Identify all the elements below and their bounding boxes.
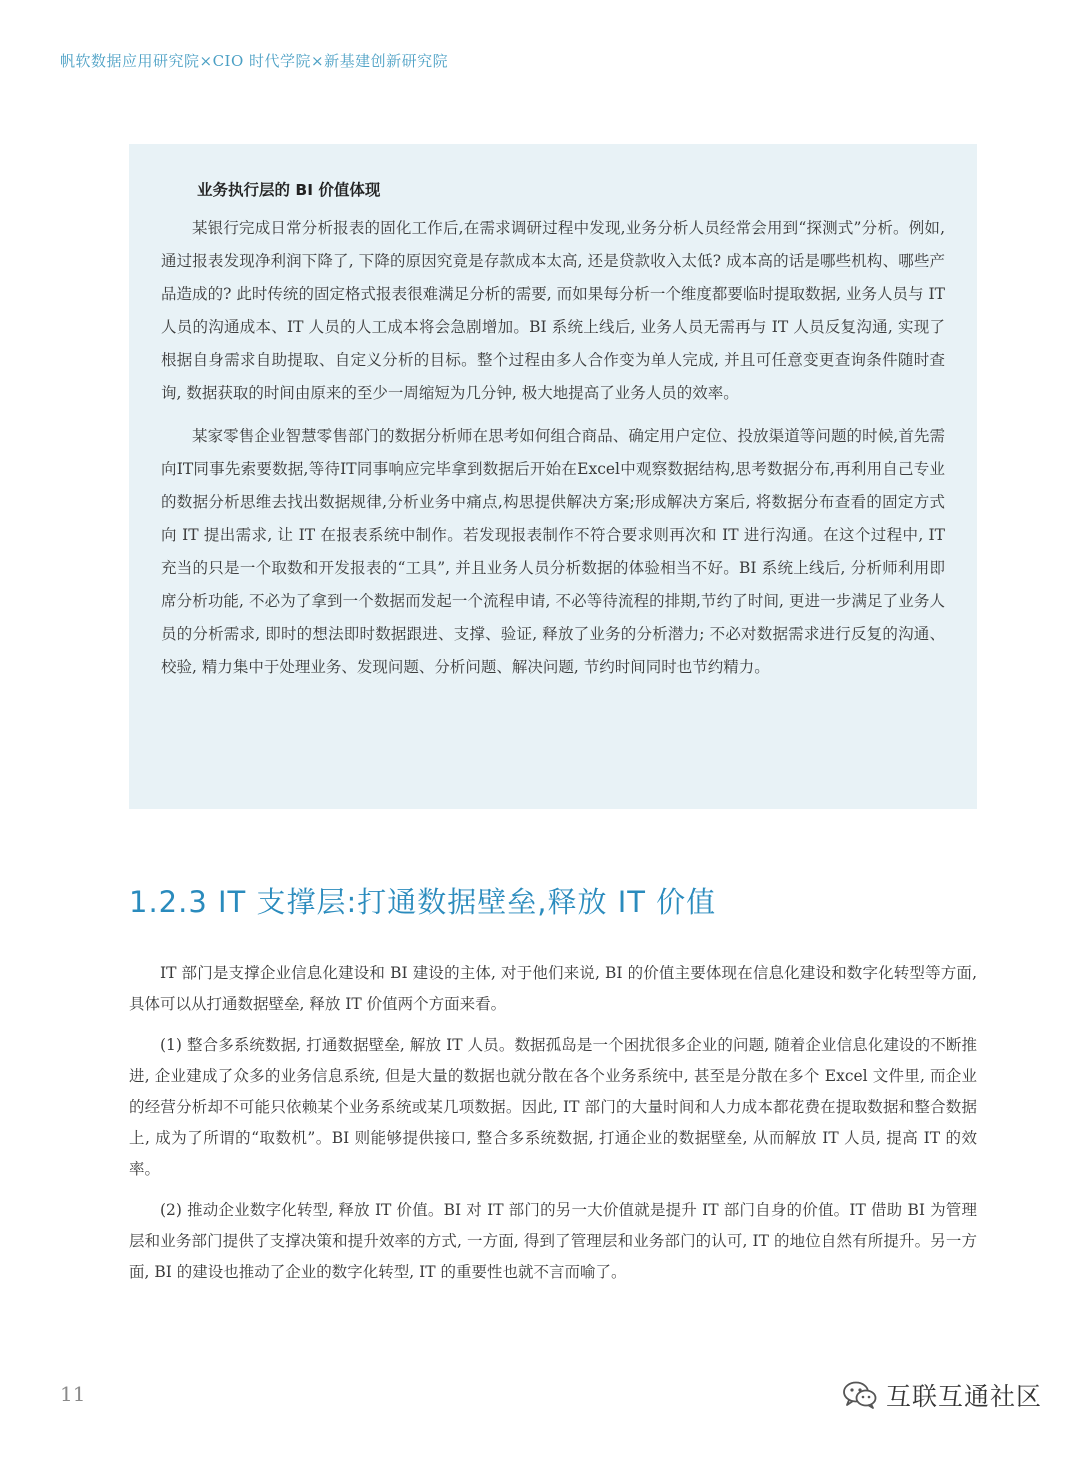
callout-paragraph: 某银行完成日常分析报表的固化工作后,在需求调研过程中发现,业务分析人员经常会用到“探测式”分析。例如, 通过报表发现净利润下降了, 下降的原因究竟是存款成本太高, 还是贷款收入太低? 成本高的话是哪些机构、哪些产品造成的? 此时传统的固定格式报表很难满足分析的需要, 而如果每分析一个维度都要临时提取数据, 业务人员与 IT 人员的沟通成本、IT 人员的人工成本将会急剧增加。BI 系统上线后, 业务人员无需再与 IT 人员反复沟通, 实现了根据自身需求自助提取、自定义分析的目标。整个过程由多人合作变为单人完成, 并且可任意变更查询条件随时查询, 数据获取的时间由原来的至少一周缩短为几分钟, 极大地提高了业务人员的效率。 (161, 219, 945, 402)
page-number: 11 (60, 1382, 86, 1406)
callout-title: 业务执行层的 BI 价值体现 (197, 181, 381, 199)
body-paragraph: IT 部门是支撑企业信息化建设和 BI 建设的主体, 对于他们来说, BI 的价值主要体现在信息化建设和数字化转型等方面, 具体可以从打通数据壁垒, 释放 IT 价值两个方面来看。 (129, 964, 977, 1013)
watermark (842, 1377, 1042, 1413)
watermark-text: 互联互通社区 (886, 1382, 1043, 1411)
body-paragraph: (1) 整合多系统数据, 打通数据壁垒, 解放 IT 人员。数据孤岛是一个困扰很多企业的问题, 随着企业信息化建设的不断推进, 企业建成了众多的业务信息系统, 但是大量的数据也就分散在各个业务系统中, 甚至是分散在多个 Excel 文件里, 而企业的经营分析却不可能只依赖某个业务系统或某几项数据。因此, IT 部门的大量时间和人力成本都花费在提取数据和整合数据上, 成为了所谓的“取数机”。BI 则能够提供接口, 整合多系统数据, 打通企业的数据壁垒, 从而解放 IT 人员, 提高 IT 的效率。 (129, 1036, 977, 1178)
wechat-icon (842, 1380, 878, 1410)
running-header: 帆软数据应用研究院×CIO 时代学院×新基建创新研究院 (60, 52, 449, 70)
body-paragraph: (2) 推动企业数字化转型, 释放 IT 价值。BI 对 IT 部门的另一大价值就是提升 IT 部门自身的价值。IT 借助 BI 为管理层和业务部门提供了支撑决策和提升效率的方式, 一方面, 得到了管理层和业务部门的认可, IT 的地位自然有所提升。另一方面, BI 的建设也推动了企业的数字化转型, IT 的重要性也就不言而喻了。 (129, 1201, 977, 1281)
case-callout-box (129, 144, 977, 809)
section-heading: 1.2.3 IT 支撑层:打通数据壁垒,释放 IT 价值 (129, 885, 717, 919)
section-body (129, 958, 977, 1298)
callout-paragraph: 某家零售企业智慧零售部门的数据分析师在思考如何组合商品、确定用户定位、投放渠道等问题的时候,首先需向IT同事先索要数据,等待IT同事响应完毕拿到数据后开始在Excel中观察数据结构,思考数据分布,再利用自己专业的数据分析思维去找出数据规律,分析业务中痛点,构思提供解决方案;形成解决方案后, 将数据分布查看的固定方式向 IT 提出需求, 让 IT 在报表系统中制作。若发现报表制作不符合要求则再次和 IT 进行沟通。在这个过程中, IT 充当的只是一个取数和开发报表的“工具”, 并且业务人员分析数据的体验相当不好。BI 系统上线后, 分析师利用即席分析功能, 不必为了拿到一个数据而发起一个流程申请, 不必等待流程的排期,节约了时间, 更进一步满足了业务人员的分析需求, 即时的想法即时数据跟进、支撑、验证, 释放了业务的分析潜力; 不必对数据需求进行反复的沟通、校验, 精力集中于处理业务、发现问题、分析问题、解决问题, 节约时间同时也节约精力。 (161, 427, 945, 676)
